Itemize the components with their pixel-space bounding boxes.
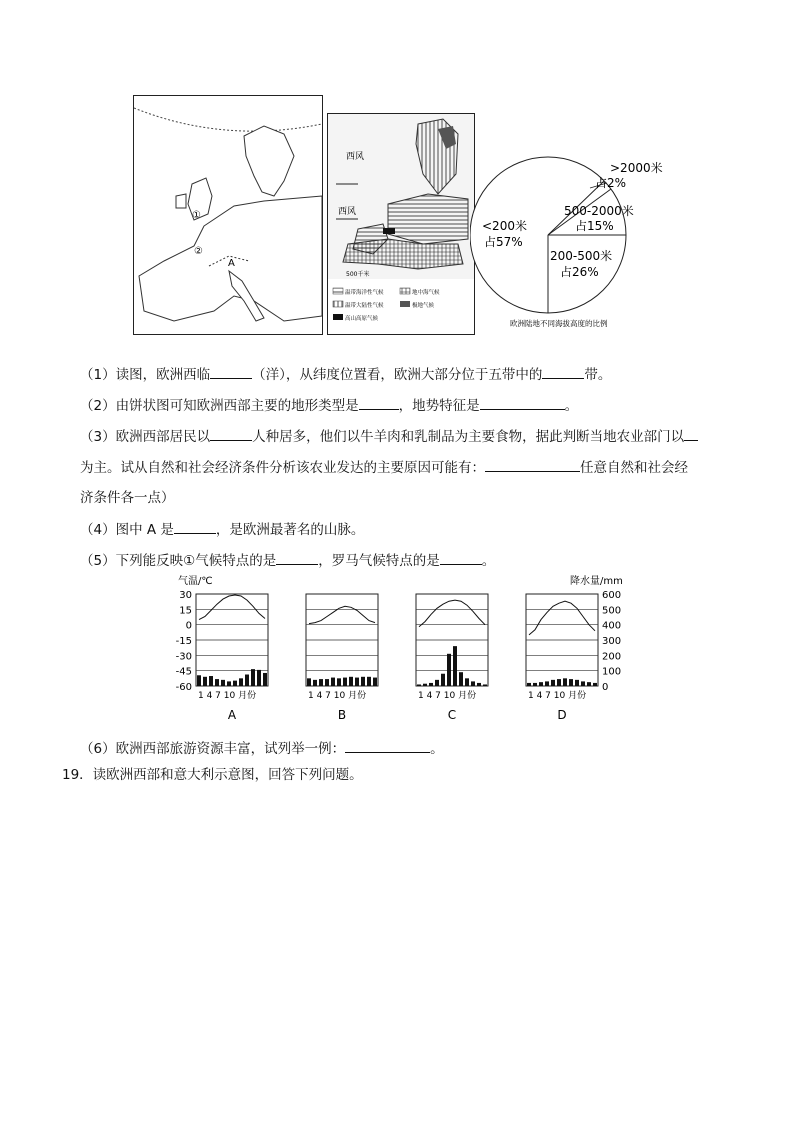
precip-axis-label: 降水量/mm: [570, 576, 623, 587]
precip-bar: [361, 677, 365, 686]
precip-bar: [575, 680, 579, 686]
answer-blank-4[interactable]: [174, 519, 216, 534]
altitude-pie-chart: [470, 150, 670, 335]
legend-5: 高山高原气候: [345, 316, 379, 322]
question-4: （4）图中 A 是 ，是欧洲最著名的山脉。: [80, 519, 364, 540]
precip-bar: [447, 654, 451, 686]
question-2: （2）由饼状图可知欧洲西部主要的地形类型是 ，地势特征是 。: [80, 395, 578, 416]
precip-bar: [545, 681, 549, 686]
temp-tick: -30: [175, 651, 192, 663]
precip-bar: [441, 674, 445, 686]
answer-blank-3a[interactable]: [210, 426, 252, 441]
precip-bar: [551, 680, 555, 686]
slice-gt2000-label: >2000米: [610, 161, 663, 175]
question-6: （6）欧洲西部旅游资源丰富，试列举一例： 。: [80, 738, 444, 759]
question-3-line-1: （3）欧洲西部居民以 人种居多，他们以牛羊肉和乳制品为主要食物，据此判断当地农业部门以: [80, 426, 698, 447]
precip-bar: [423, 684, 427, 686]
month-ticks: 1 4 7 10 月份: [308, 691, 367, 701]
question-5: （5）下列能反映①气候特点的是 ，罗马气候特点的是 。: [80, 550, 495, 571]
slice-200-500-pct: 占26%: [560, 265, 599, 279]
precip-bar: [233, 681, 237, 686]
precip-tick: 400: [602, 620, 622, 632]
precip-bar: [209, 676, 213, 686]
precip-bar: [263, 673, 267, 686]
precip-bar: [453, 646, 457, 686]
circle-2-label: ②: [194, 246, 203, 257]
climate-charts: [170, 572, 630, 727]
panel-name: C: [447, 708, 457, 722]
precip-bar: [337, 678, 341, 686]
precip-bar: [373, 678, 377, 686]
precip-tick: 100: [602, 666, 622, 678]
precip-bar: [245, 675, 249, 687]
precip-bar: [251, 669, 255, 686]
month-ticks: 1 4 7 10 月份: [418, 691, 477, 701]
wind-label-2: 西风: [338, 207, 357, 217]
climate-panel-c: [416, 594, 488, 722]
climate-panel-a: [196, 594, 268, 722]
legend-1: 温带海洋性气候: [345, 290, 384, 296]
precip-tick: 300: [602, 636, 622, 647]
answer-blank-1b[interactable]: [542, 364, 584, 379]
legend-4: 极地气候: [412, 303, 435, 309]
precip-bar: [417, 684, 421, 686]
precip-bar: [465, 678, 469, 686]
precip-bar: [349, 677, 353, 686]
question-3-line-2: 为主。试从自然和社会经济条件分析该农业发达的主要原因可能有： 任意自然和社会经: [80, 457, 688, 478]
precip-bar: [227, 681, 231, 686]
precip-tick: 0: [602, 682, 609, 693]
slice-500-2000-pct: 占15%: [575, 219, 614, 233]
precip-bar: [435, 680, 439, 686]
temp-tick: -45: [175, 666, 192, 678]
legend-3: 温带大陆性气候: [345, 303, 384, 309]
precip-bar: [471, 681, 475, 686]
precip-bar: [203, 677, 207, 686]
slice-lt200-pct: 占57%: [484, 235, 523, 249]
scale-label: 500千米: [346, 271, 370, 278]
precip-bar: [527, 683, 531, 686]
precip-bar: [343, 678, 347, 686]
precip-tick: 200: [602, 651, 622, 663]
temp-axis-label: 气温/℃: [178, 576, 213, 587]
precip-bar: [563, 678, 567, 686]
precip-bar: [539, 682, 543, 686]
precip-bar: [355, 678, 359, 686]
europe-climate-map: [327, 113, 475, 335]
precip-bar: [587, 682, 591, 686]
legend-2: 地中海气候: [412, 290, 440, 296]
panel-name: A: [227, 708, 237, 722]
pie-caption: 欧洲陆地不同海拔高度的比例: [510, 319, 608, 328]
precip-tick: 600: [602, 590, 622, 601]
temp-tick: 30: [179, 590, 192, 601]
precip-bar: [313, 680, 317, 686]
question-3-line-3: 济条件各一点）: [80, 490, 175, 506]
precip-bar: [533, 683, 537, 686]
answer-blank-1a[interactable]: [210, 364, 252, 379]
month-ticks: 1 4 7 10 月份: [198, 691, 257, 701]
answer-blank-2a[interactable]: [359, 395, 399, 410]
precip-tick: 500: [602, 605, 622, 617]
precip-bar: [257, 670, 261, 686]
panel-name: D: [557, 708, 567, 722]
precip-bar: [367, 677, 371, 686]
temp-tick: 15: [179, 605, 192, 617]
temp-tick: -15: [175, 636, 192, 647]
climate-panel-b: [306, 594, 378, 722]
temp-tick: 0: [185, 620, 192, 632]
precip-bar: [215, 679, 219, 686]
precip-bar: [307, 678, 311, 686]
precip-bar: [557, 679, 561, 686]
peak-a-label: A: [228, 258, 235, 269]
answer-blank-5b[interactable]: [440, 550, 482, 565]
precip-bar: [593, 683, 597, 686]
answer-blank-6[interactable]: [345, 738, 430, 753]
precip-bar: [319, 679, 323, 686]
precip-bar: [197, 675, 201, 686]
question-1: （1）读图，欧洲西临 （洋），从纬度位置看，欧洲大部分位于五带中的 带。: [80, 364, 611, 385]
precip-bar: [459, 672, 463, 686]
slice-500-2000-label: 500-2000米: [564, 204, 634, 218]
precip-bar: [477, 683, 481, 686]
answer-blank-5a[interactable]: [276, 550, 318, 565]
precip-bar: [569, 679, 573, 686]
month-ticks: 1 4 7 10 月份: [528, 691, 587, 701]
answer-blank-3b[interactable]: [684, 426, 698, 441]
europe-outline-map: [133, 95, 323, 335]
climate-panel-d: [526, 594, 598, 722]
precip-bar: [325, 679, 329, 686]
precip-bar: [239, 678, 243, 686]
question-19: 19．读欧洲西部和意大利示意图，回答下列问题。: [62, 767, 363, 783]
precip-bar: [483, 684, 487, 686]
circle-1-label: ①: [192, 210, 201, 221]
temp-tick: -60: [175, 682, 192, 693]
panel-name: B: [337, 708, 347, 722]
wind-label-1: 西风: [346, 152, 365, 162]
precip-bar: [331, 678, 335, 686]
precip-bar: [429, 683, 433, 686]
slice-lt200-label: <200米: [482, 219, 527, 233]
slice-gt2000-pct: 占2%: [595, 176, 627, 190]
precip-bar: [221, 680, 225, 686]
answer-blank-2b[interactable]: [480, 395, 565, 410]
answer-blank-3c[interactable]: [485, 457, 580, 472]
slice-200-500-label: 200-500米: [550, 249, 613, 263]
precip-bar: [581, 681, 585, 686]
